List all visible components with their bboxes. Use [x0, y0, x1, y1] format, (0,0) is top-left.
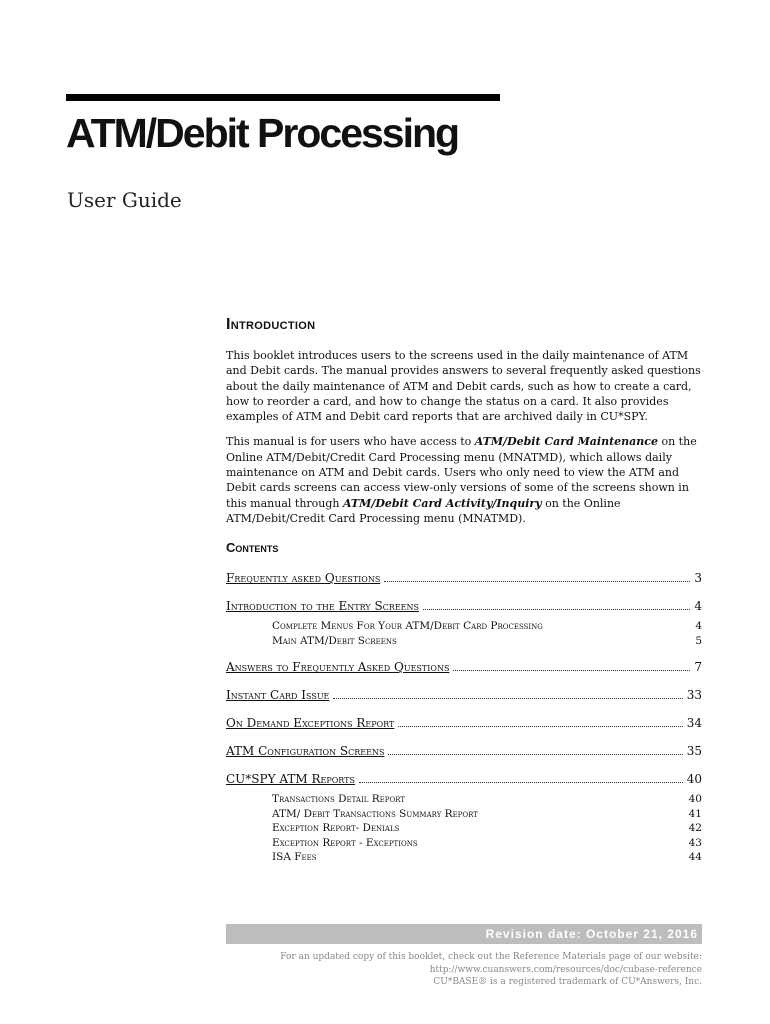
toc-entry-label[interactable]: Frequently asked Questions	[226, 571, 381, 586]
toc-subentry[interactable]	[226, 821, 702, 836]
toc-entry-label[interactable]: On Demand Exceptions Report	[226, 716, 395, 731]
footer	[226, 951, 702, 989]
paragraph-text: on the Online ATM/Debit/Credit Card Processing menu (MNATMD), which allows daily maintenance on ATM and Debit cards. Users who only need to view the ATM and Debit cards screens can access view-only versions of some of the screens shown in this manual through	[226, 435, 697, 510]
dot-leader	[398, 726, 682, 727]
toc-entry[interactable]	[226, 771, 702, 787]
toc-subentry-label[interactable]: Exception Report - Exceptions	[272, 836, 418, 849]
toc-subentry[interactable]	[226, 850, 702, 865]
toc-entry-page: 40	[686, 772, 702, 787]
toc-subentry[interactable]	[226, 836, 702, 851]
menu-option-maintenance: ATM/Debit Card Maintenance	[474, 435, 658, 449]
toc-entry-page: 7	[694, 660, 702, 675]
toc-entry[interactable]	[226, 743, 702, 759]
toc-subentry[interactable]	[226, 634, 702, 649]
footer-url[interactable]: http://www.cuanswers.com/resources/doc/cubase-reference	[429, 964, 702, 975]
toc-entry-page: 4	[694, 599, 702, 614]
paragraph-text: on the Online ATM/Debit/Credit Card Processing menu (MNATMD).	[226, 496, 621, 525]
toc-subentry-label[interactable]: Transactions Detail Report	[272, 793, 405, 806]
toc-subentry[interactable]	[226, 792, 702, 807]
toc-entry-page: 33	[686, 688, 702, 703]
contents-heading: Contents	[226, 540, 279, 556]
toc-entry-label[interactable]: Introduction to the Entry Screens	[226, 599, 419, 614]
toc-entry-page: 3	[694, 571, 702, 586]
footer-trademark: CU*BASE® is a registered trademark of CU*Answers, Inc.	[433, 977, 702, 987]
dot-leader	[333, 698, 682, 699]
dot-leader	[388, 754, 682, 755]
main-content	[226, 312, 702, 876]
document-title: ATM/Debit Processing	[66, 110, 459, 156]
toc-subentry[interactable]	[226, 807, 702, 822]
toc-subentry-page: 40	[688, 793, 702, 806]
toc-entry[interactable]	[226, 598, 702, 614]
table-of-contents	[226, 570, 702, 865]
toc-entry[interactable]	[226, 659, 702, 675]
toc-subentry-label[interactable]: Complete Menus For Your ATM/Debit Card Processing	[272, 620, 543, 633]
toc-subentry-page: 41	[688, 807, 702, 820]
toc-entry[interactable]	[226, 570, 702, 586]
toc-entry-label[interactable]: Instant Card Issue	[226, 688, 330, 703]
toc-subentry-label[interactable]: ISA Fees	[272, 851, 317, 864]
toc-subentry-label[interactable]: Main ATM/Debit Screens	[272, 634, 397, 647]
dot-leader	[359, 782, 683, 783]
toc-subentry-page: 44	[688, 851, 702, 864]
toc-entry-page: 34	[686, 716, 702, 731]
dot-leader	[453, 670, 690, 671]
title-rule	[66, 94, 500, 101]
introduction-paragraph-1: This booklet introduces users to the screens used in the daily maintenance of ATM and Debit cards. The manual provides answers to several frequently asked questions about the daily maintenance of ATM and Debit cards, such as how to create a card, how to reorder a card, and how to change the status on a card. It also provides examples of ATM and Debit card reports that are archived daily in CU*SPY.	[226, 349, 701, 424]
dot-leader	[423, 609, 690, 610]
toc-entry-label[interactable]: Answers to Frequently Asked Questions	[226, 660, 450, 675]
toc-entry-page: 35	[686, 744, 702, 759]
toc-subentries	[226, 619, 702, 648]
toc-subentries	[226, 792, 702, 865]
document-subtitle: User Guide	[67, 188, 182, 212]
toc-subentry-label[interactable]: ATM/ Debit Transactions Summary Report	[272, 807, 478, 820]
toc-entry[interactable]	[226, 715, 702, 731]
footer-line-1: For an updated copy of this booklet, check out the Reference Materials page of our website:	[280, 952, 702, 962]
toc-subentry-page: 42	[688, 822, 702, 835]
toc-subentry-page: 5	[695, 634, 702, 647]
introduction-heading: Introduction	[226, 316, 316, 333]
toc-subentry-page: 43	[688, 836, 702, 849]
toc-subentry[interactable]	[226, 619, 702, 634]
dot-leader	[384, 581, 690, 582]
menu-option-inquiry: ATM/Debit Card Activity/Inquiry	[343, 496, 542, 510]
toc-entry-label[interactable]: CU*SPY ATM Reports	[226, 772, 355, 787]
toc-subentry-label[interactable]: Exception Report- Denials	[272, 822, 400, 835]
paragraph-text: This manual is for users who have access to	[226, 435, 475, 449]
toc-subentry-page: 4	[695, 620, 702, 633]
introduction-paragraph-2	[226, 434, 702, 526]
toc-entry-label[interactable]: ATM Configuration Screens	[226, 744, 385, 759]
toc-entry[interactable]	[226, 687, 702, 703]
revision-date-bar: Revision date: October 21, 2016	[226, 924, 702, 944]
